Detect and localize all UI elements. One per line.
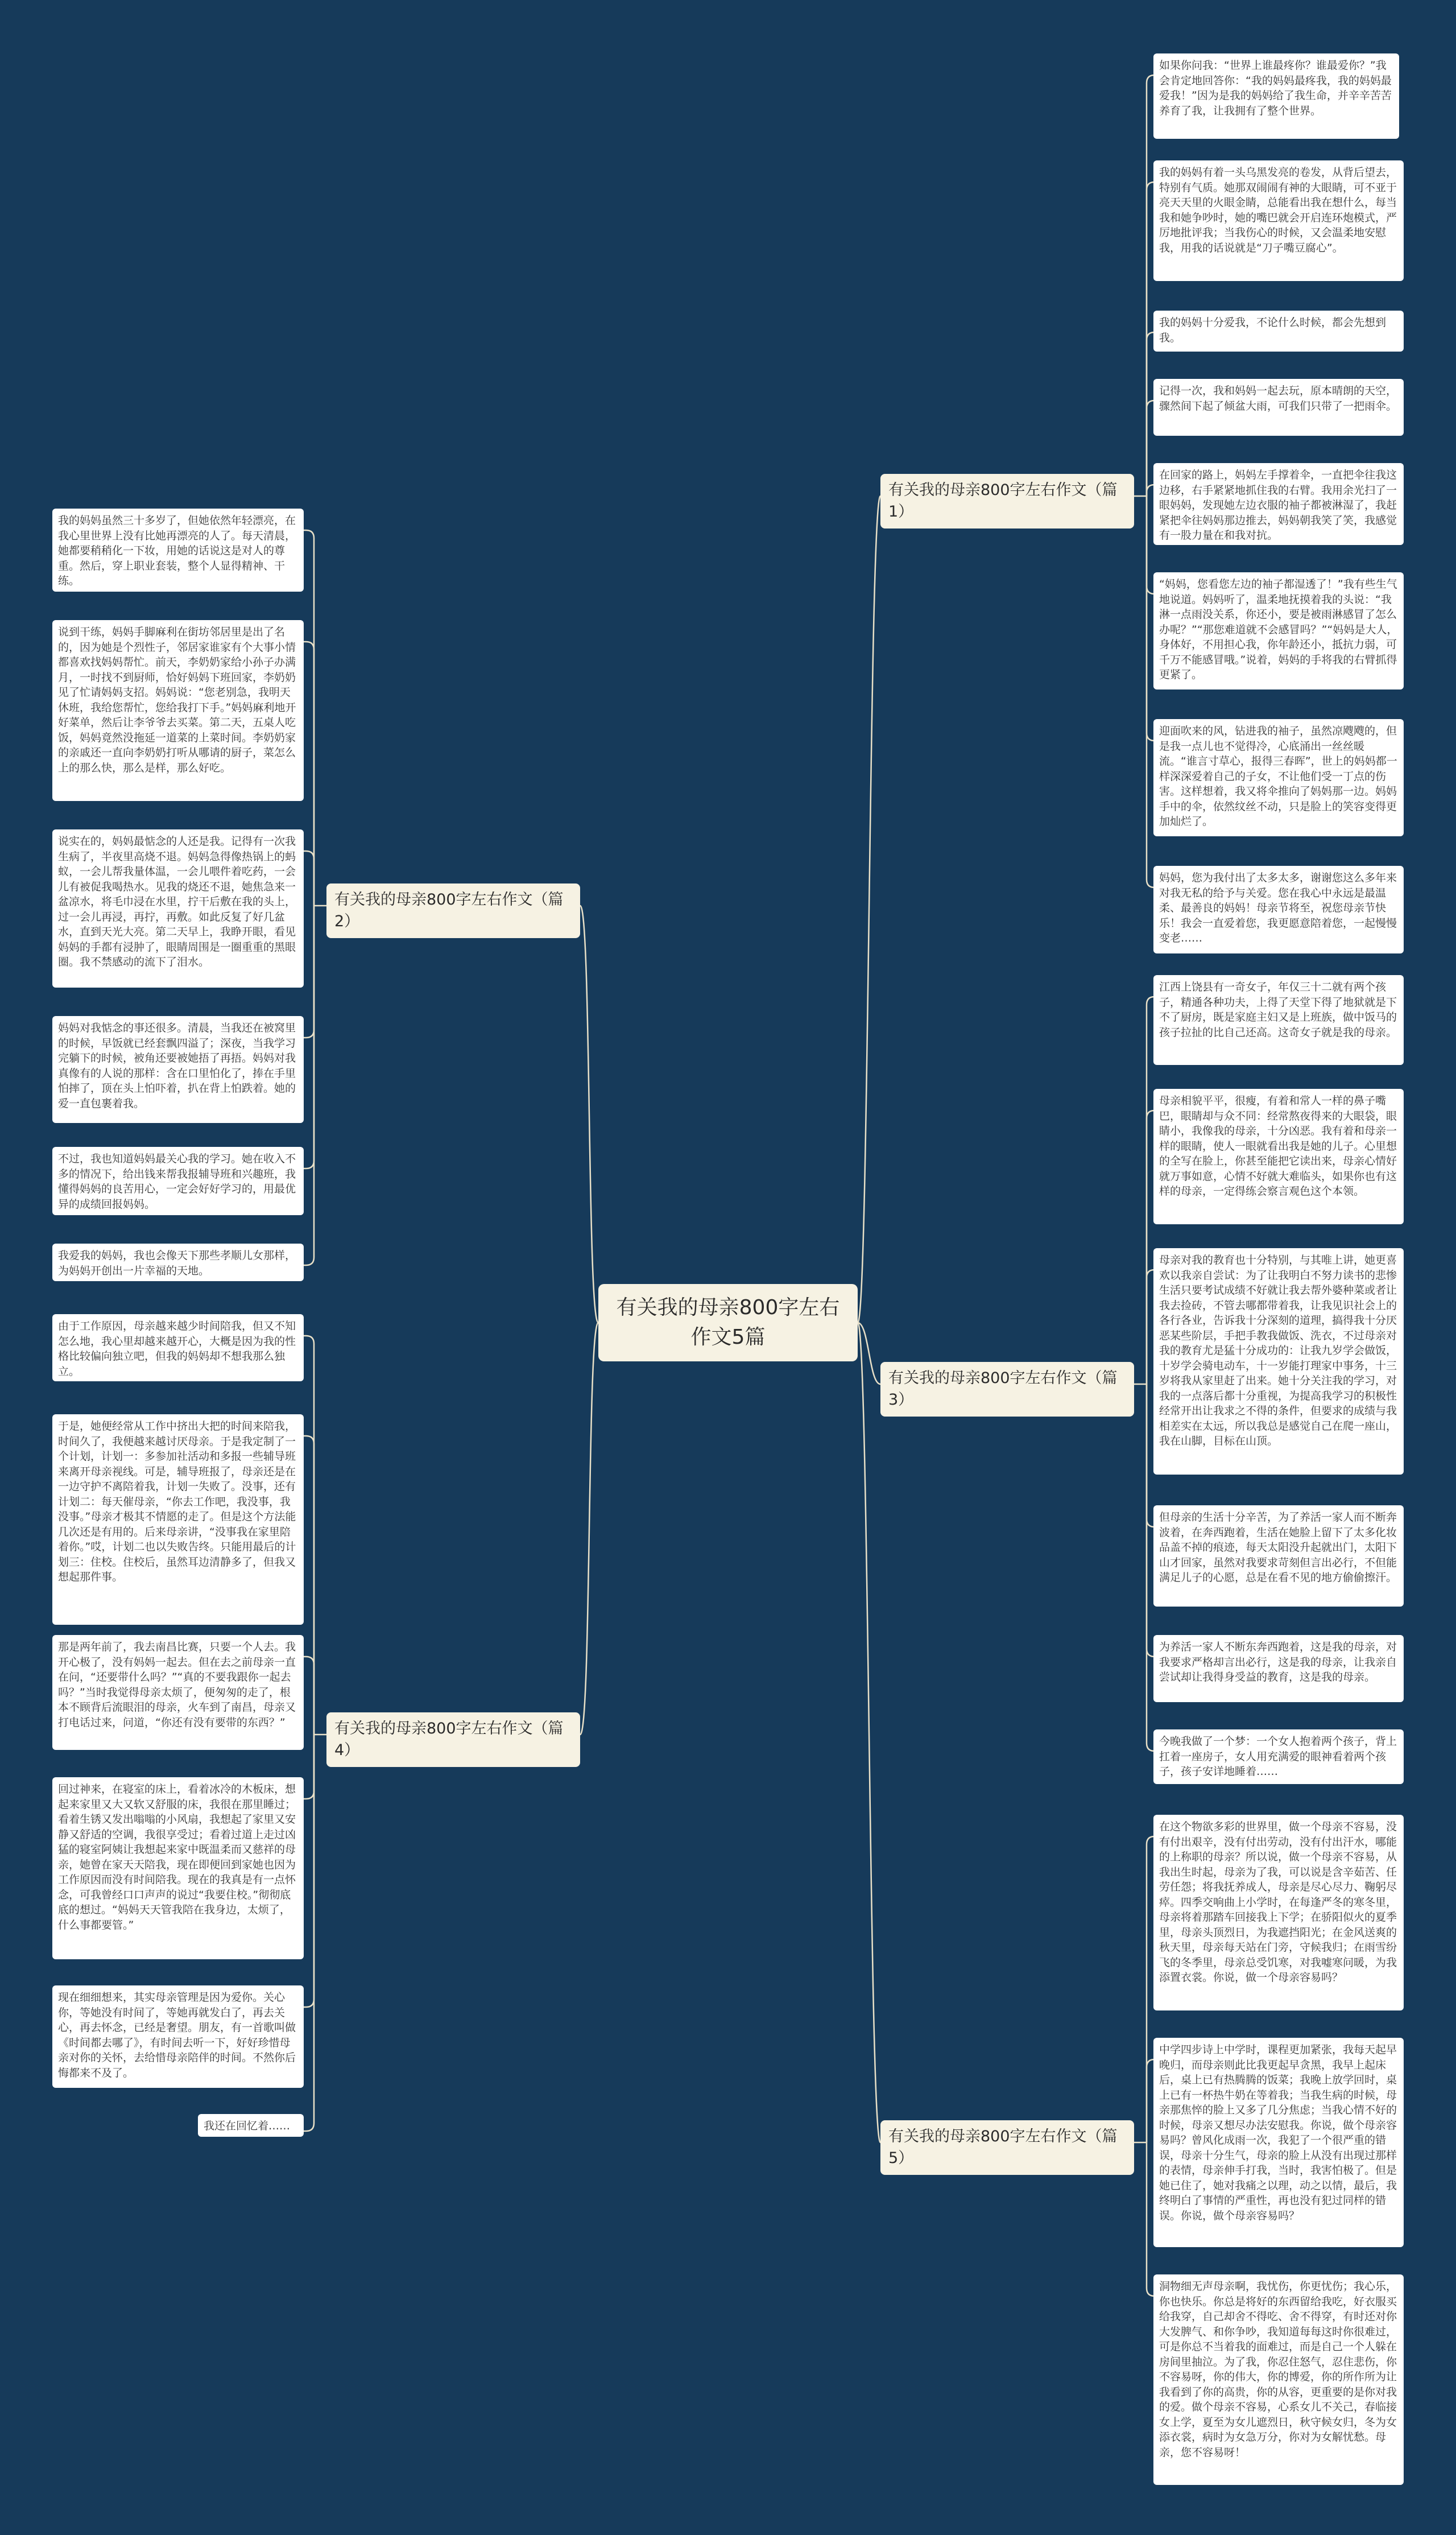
leaf-note-1-3[interactable]: 我的妈妈十分爱我，不论什么时候，都会先想到我。: [1153, 311, 1404, 352]
leaf-note-4-3[interactable]: 那是两年前了，我去南昌比赛，只要一个人去。我开心极了，没有妈妈一起去。但在去之前母亲一直在问，“还要带什么吗？”“真的不要我跟你一起去吗？”当时我觉得母亲太烦了，便匆匆的走了，根本不顾背后流眼泪的母亲，火车到了南昌，母亲又打电话过来，问道，“你还有没有要带的东西？”: [52, 1635, 304, 1750]
connector-leaf-2-4: [304, 906, 314, 1038]
branch-topic-5[interactable]: 有关我的母亲800字左右作文（篇5）: [880, 2120, 1134, 2175]
connector-leaf-2-3: [304, 851, 314, 906]
leaf-note-4-1[interactable]: 由于工作原因，母亲越来越少时间陪我，但又不知怎么地，我心里却越来越开心，大概是因为我的性格比较偏向独立吧，但我的妈妈却不想我那么独立。: [52, 1314, 304, 1381]
leaf-note-1-5[interactable]: 在回家的路上，妈妈左手撑着伞，一直把伞往我这边移，右手紧紧地抓住我的右臂。我用余光扫了一眼妈妈，发现她左边衣服的袖子都被淋湿了，我赶紧把伞往妈妈那边推去，妈妈朝我笑了笑，我感觉有一股力量在和我对抗。: [1153, 463, 1404, 545]
connector-center-branch-4: [580, 1323, 598, 1735]
leaf-note-5-3[interactable]: 洞物细无声母亲啊，我忧伤，你更忧伤；我心乐，你也快乐。你总是将好的东西留给我吃，好衣服买给我穿，自己却舍不得吃、舍不得穿，有时还对你大发脾气、和你争吵，我知道每每这时你很难过，可是你总不当着我的面难过，而是自己一个人躲在房间里抽泣。为了我，你忍住怒气，忍住悲伤，你不容易呀，你的伟大，你的博爱，你的所作所为让我看到了你的高贵，你的从容，更重要的是你对我的爱。做个母亲不容易，心系女儿不关己，春临接女上学，夏至为女儿遮烈日，秋守候女归，冬为女添衣裳，病时为女急万分，你对为女解忧愁。母亲，您不容易呀！: [1153, 2274, 1404, 2485]
leaf-note-1-1[interactable]: 如果你问我：“世界上谁最疼你？谁最爱你？”我会肯定地回答你：“我的妈妈最疼我，我的妈妈最爱我！”因为是我的妈妈给了我生命，并辛辛苦苦养育了我，让我拥有了整个世界。: [1153, 53, 1399, 139]
connector-center-branch-1: [858, 496, 880, 1323]
connector-leaf-4-6: [304, 1735, 314, 2131]
leaf-note-3-2[interactable]: 母亲相貌平平，很瘦，有着和常人一样的鼻子嘴巴，眼睛却与众不同：经常熬夜得来的大眼袋，眼睛小，我像我的母亲，十分凶恶。我有着和母亲一样的眼睛，使人一眼就看出我是她的儿子。心里想的全写在脸上，你甚至能把它读出来，母亲心情好就万事如意，心情不好就大难临头，如果你也有这样的母亲，一定得练会察言观色这个本领。: [1153, 1089, 1404, 1224]
leaf-note-4-6[interactable]: 我还在回忆着……: [198, 2114, 304, 2137]
leaf-note-2-5[interactable]: 不过，我也知道妈妈最关心我的学习。她在收入不多的情况下，给出钱来帮我报辅导班和兴趣班，我懂得妈妈的良苦用心，一定会好好学习的，用最优异的成绩回报妈妈。: [52, 1147, 304, 1215]
leaf-note-1-8[interactable]: 妈妈，您为我付出了太多太多，谢谢您这么多年来对我无私的给予与关爱。您在我心中永远是最温柔、最善良的妈妈！母亲节将至，祝您母亲节快乐！我会一直爱着您，我更愿意陪着您，一起慢慢变老……: [1153, 866, 1404, 953]
branch-topic-1[interactable]: 有关我的母亲800字左右作文（篇1）: [880, 474, 1134, 529]
leaf-note-1-7[interactable]: 迎面吹来的风，钻进我的袖子，虽然凉飕飕的，但是我一点儿也不觉得冷，心底涌出一丝丝暖流。“谁言寸草心，报得三春晖”，世上的妈妈都一样深深爱着自己的子女，不让他们受一丁点的伤害。这样想着，我又将伞推向了妈妈那一边。妈妈手中的伞，依然纹丝不动，只是脸上的笑容变得更加灿烂了。: [1153, 719, 1404, 836]
central-topic[interactable]: [598, 1284, 858, 1361]
leaf-note-3-4[interactable]: 但母亲的生活十分辛苦，为了养活一家人而不断奔波着，在奔西跑着，生活在她脸上留下了太多化妆品盖不掉的痕迹，每天太阳没升起就出门，太阳下山才回家，虽然对我要求苛刻但言出必行，不但能满足儿子的心愿，总是在看不见的地方偷偷擦汗。: [1153, 1505, 1404, 1607]
connector-leaf-2-1: [304, 530, 314, 906]
connector-leaf-2-6: [304, 906, 314, 1265]
central-topic-label: 有关我的母亲800字左右作文5篇: [616, 1296, 840, 1349]
leaf-note-2-3[interactable]: 说实在的，妈妈最惦念的人还是我。记得有一次我生病了，半夜里高烧不退。妈妈急得像热锅上的蚂蚁，一会儿帮我量体温，一会儿喂件着吃药，一会儿有被促我喝热水。见我的烧还不退，她焦急来一盆凉水，将毛巾浸在水里，拧干后敷在我的头上，过一会儿再浸，再拧，再敷。如此反复了好几盆水，直到天光大亮。第二天早上，我睁开眼，看见妈妈的手都有浸肿了，眼睛周围是一圈重重的黑眼圈。我不禁感动的流下了泪水。: [52, 829, 304, 988]
branch-topic-3[interactable]: 有关我的母亲800字左右作文（篇3）: [880, 1362, 1134, 1417]
branch-topic-4[interactable]: 有关我的母亲800字左右作文（篇4）: [326, 1712, 580, 1767]
leaf-note-2-2[interactable]: 说到干练，妈妈手脚麻利在街坊邻居里是出了名的，因为她是个烈性子，邻居家谁家有个大事小情都喜欢找妈妈帮忙。前天，李奶奶家给小孙子办满月，一时找不到厨师，恰好妈妈下班回家，李奶奶见了忙请妈妈支招。妈妈说：“您老别急，我明天休班，我给您帮忙，您给我打下手。”妈妈麻利地开好菜单，然后让李爷爷去买菜。第二天，五桌人吃饭，妈妈竟然没拖延一道菜的上菜时间。李奶奶家的亲戚还一直向李奶奶打听从哪请的厨子，菜怎么上的那么快，那么是样，那么好吃。: [52, 620, 304, 801]
leaf-note-5-1[interactable]: 在这个物欲多彩的世界里，做一个母亲不容易，没有付出艰辛，没有付出劳动，没有付出汗水，哪能的上称职的母亲？所以说，做一个母亲不容易，从我出生时起，母亲为了我，可以说是含辛茹苦、任劳任怨；将我抚养成人，母亲是尽心尽力、鞠躬尽瘁。四季交响曲上小学时，在每逢严冬的寒冬里，母亲将着那踏车回接我上下学；在骄阳似火的夏季里，母亲头顶烈日，为我遮挡阳光；在金风送爽的秋天里，母亲每天站在门旁，守候我归；在雨雪纷飞的冬季里，母亲总受饥寒，对我嘘寒问暖，为我添置衣裳。你说，做一个母亲容易吗？: [1153, 1815, 1404, 2010]
leaf-note-1-6[interactable]: “妈妈，您看您左边的袖子都湿透了！”我有些生气地说道。妈妈听了，温柔地抚摸着我的头说：“我淋一点雨没关系，你还小，要是被雨淋感冒了怎么办呢？”“那您难道就不会感冒吗？”“妈妈是大人，身体好，不用担心我，你年龄还小，抵抗力弱，可千万不能感冒哦。”说着，妈妈的手将我的右臂抓得更紧了。: [1153, 572, 1404, 690]
connector-leaf-4-3: [304, 1657, 314, 1735]
leaf-note-1-4[interactable]: 记得一次，我和妈妈一起去玩，原本晴朗的天空，骤然间下起了倾盆大雨，可我们只带了一把雨伞。: [1153, 379, 1404, 436]
connector-leaf-4-1: [304, 1336, 314, 1735]
branch-topic-2[interactable]: 有关我的母亲800字左右作文（篇2）: [326, 883, 580, 938]
leaf-note-2-6[interactable]: 我爱我的妈妈，我也会像天下那些孝顺儿女那样，为妈妈开创出一片幸福的天地。: [52, 1244, 304, 1281]
leaf-note-3-1[interactable]: 江西上饶县有一奇女子，年仅三十二就有两个孩子，精通各种功夫，上得了天堂下得了地狱就是下不了厨房，既是家庭主妇又是上班族，做中饭马的孩子拉扯的比自己还高。这奇女子就是我的母亲。: [1153, 975, 1404, 1065]
connector-center-branch-5: [858, 1323, 880, 2142]
connector-leaf-4-2: [304, 1436, 314, 1735]
connector-leaf-4-5: [304, 1735, 314, 2007]
leaf-note-1-2[interactable]: 我的妈妈有着一头乌黑发亮的卷发，从背后望去，特别有气质。她那双闹闹有神的大眼睛，可不亚于亮天天里的火眼金睛，总能看出我在想什么，每当我和她争吵时，她的嘴巴就会开启连环炮模式，严厉地批评我；当我伤心的时候，又会温柔地安慰我，用我的话说就是“刀子嘴豆腐心”。: [1153, 160, 1404, 281]
leaf-note-4-5[interactable]: 现在细细想来，其实母亲管理是因为爱你。关心你，等她没有时间了，等她再就发白了，再去关心，再去怀念，已经是奢望。朋友，有一首歌叫做《时间都去哪了》，有时间去听一下，好好珍惜母亲对你的关怀，去给惜母亲陪伴的时间。不然你后悔都来不及了。: [52, 1985, 304, 2088]
leaf-note-4-2[interactable]: 于是，她便经常从工作中挤出大把的时间来陪我，时间久了，我便越来越讨厌母亲。于是我定制了一个计划，计划一：多参加社活动和多报一些辅导班来离开母亲视线。可是，辅导班报了，母亲还是在一边守护不离陪着我，计划一失败了。没事，还有计划二：每天催母亲，“你去工作吧，我没事，我没事。”母亲才极其不情愿的走了。但是这个方法能几次还是有用的。后来母亲讲，“没事我在家里陪着你。”哎，计划二也以失败告终。只能用最后的计划三：住校。住校后，虽然耳边清静多了，但我又想起那件事。: [52, 1414, 304, 1625]
connector-leaf-2-2: [304, 642, 314, 906]
connector-center-branch-2: [580, 906, 598, 1323]
leaf-note-3-6[interactable]: 今晚我做了一个梦：一个女人抱着两个孩子，背上扛着一座房子，女人用充满爱的眼神看着两个孩子，孩子安详地睡着……: [1153, 1729, 1404, 1784]
leaf-note-4-4[interactable]: 回过神来，在寝室的床上，看着冰冷的木板床，想起来家里又大又软又舒服的床，我很在那里睡过；看着生锈又发出嗡嗡的小风扇，我想起了家里又安静又舒适的空调，我很享受过；看着过道上走过凶猛的寝室阿姨让我想起来家中既温柔而又慈祥的母亲，她曾在家天天陪我，现在即便回到家她也因为工作原因而没有时间陪我。现在的我真是有一点怀念，可我曾经口口声声的说过“我要住校。”彻彻底底的想过。“妈妈天天管我陪在我身边，太烦了，什么事都要管。”: [52, 1777, 304, 1959]
leaf-note-3-5[interactable]: 为养活一家人不断东奔西跑着，这是我的母亲，对我要求严格却言出必行，这是我的母亲，让我亲自尝试却让我得身受益的教育，这是我的母亲。: [1153, 1635, 1404, 1702]
leaf-note-5-2[interactable]: 中学四步诗上中学时，课程更加紧张，我每天起早晚归，而母亲则此比我更起早贪黑，我早上起床后，桌上已有热腾腾的饭菜；我晚上放学回时，桌上已有一杯热牛奶在等着我；当我生病的时候，母亲那焦悴的脸上又多了几分焦虑；当我心情不好的时候，母亲又想尽办法安慰我。你说，做个母亲容易吗？曾风化成雨一次，我犯了一个很严重的错误，母亲十分生气，母亲的脸上从没有出现过那样的表情，母亲伸手打我，当时，我害怕极了。但是她已住了，她对我痛之以理，动之以情，最后，我终明白了事情的严重性，再也没有犯过同样的错误。你说，做个母亲容易吗？: [1153, 2038, 1404, 2247]
connector-leaf-4-4: [304, 1735, 314, 1799]
leaf-note-3-3[interactable]: 母亲对我的教育也十分特别，与其唯上讲，她更喜欢以我亲自尝试：为了让我明白不努力读书的悲惨生活只要考试成绩不好就让我去帮外婆种菜或者让我去捡砖，不管去哪都带着我，让我见识社会上的各行各业，告诉我十分深刻的道理，搞得我十分厌恶某些阶层，手把手教我做饭、洗衣，不过母亲对我的教育尤是猛十分成功的：让我九岁学会做饭，十岁学会骑电动车，十一岁能打理家中事务，十三岁将我从家里赶了出来。她十分关注我的学习，对我的一点落后都十分重视，为提高我学习的积极性经常开出让我求之不得的条件，但要求的成绩与我相差实在太远，所以我总是感觉自己在爬一座山，我在山脚，目标在山顶。: [1153, 1248, 1404, 1475]
leaf-note-2-4[interactable]: 妈妈对我惦念的事还很多。清晨，当我还在被窝里的时候，早饭就已经套飘四溢了；深夜，当我学习完躺下的时候，被角还要被她捂了再捂。妈妈对我真像有的人说的那样：含在口里怕化了，捧在手里怕摔了，顶在头上怕吓着，扒在背上怕跌着。她的爱一直包裹着我。: [52, 1016, 304, 1123]
leaf-note-2-1[interactable]: 我的妈妈虽然三十多岁了，但她依然年轻漂亮，在我心里世界上没有比她再漂亮的人了。每天清晨，她都要稍稍化一下妆，用她的话说这是对人的尊重。然后，穿上职业套装，整个人显得精神、干练。: [52, 509, 304, 592]
